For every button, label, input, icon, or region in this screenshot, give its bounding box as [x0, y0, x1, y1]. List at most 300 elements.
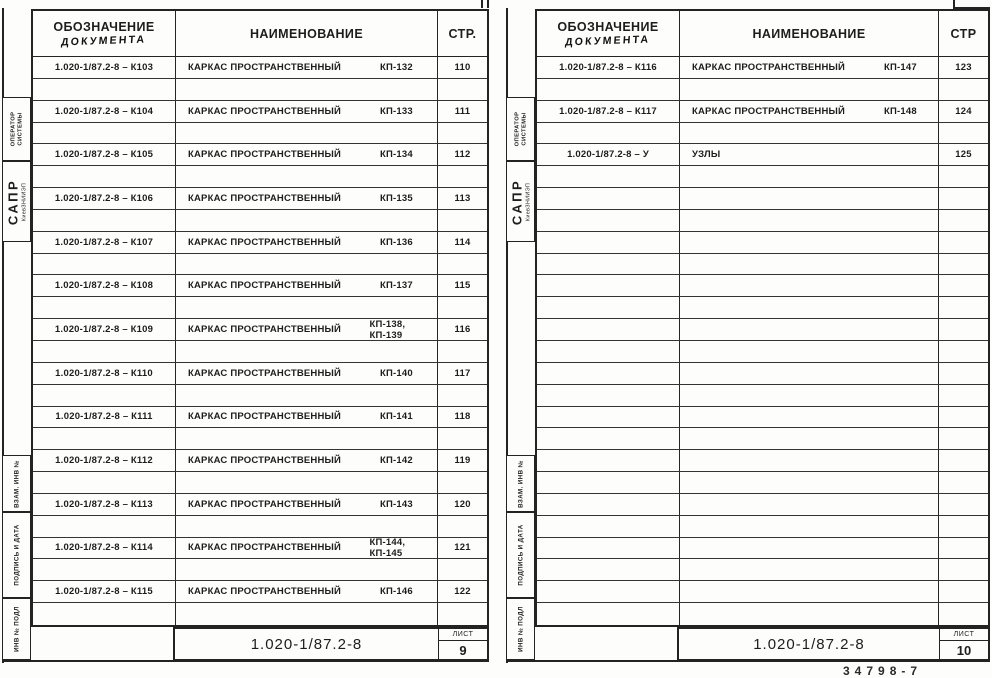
- table-row-blank: [537, 538, 988, 560]
- sidebar-box-vzam-inv: [2, 455, 31, 512]
- cell-page: 115: [454, 280, 471, 292]
- table-row-blank: [33, 603, 487, 625]
- header-designation-label: ОБОЗНАЧЕНИЕ: [53, 20, 155, 34]
- cell-page: [438, 472, 487, 493]
- detail-text: КП-132: [380, 61, 413, 73]
- name-text: КАРКАС ПРОСТРАНСТВЕННЫЙ: [188, 455, 342, 467]
- cell-designation: [33, 123, 176, 144]
- cell-designation: [537, 450, 680, 471]
- cell-designation: 1.020-1/87.2-8 – К109: [33, 319, 176, 340]
- cell-name: [176, 472, 438, 493]
- cell-name: [176, 603, 438, 625]
- cell-page: [939, 538, 988, 559]
- table-row: [33, 494, 487, 516]
- cell-page: [939, 341, 988, 362]
- cell-designation: 1.020-1/87.2-8 – К113: [33, 494, 176, 515]
- table-row-blank: [537, 297, 988, 319]
- name-text: КАРКАС ПРОСТРАНСТВЕННЫЙ: [188, 411, 342, 423]
- table-row-blank: [33, 341, 487, 363]
- name-text: КАРКАС ПРОСТРАНСТВЕННЫЙ: [188, 280, 342, 292]
- cell-page: 113: [454, 192, 471, 204]
- cell-page: [438, 428, 487, 449]
- sheet-number: 9: [459, 642, 467, 658]
- cell-page: [438, 385, 487, 406]
- table-row: [33, 450, 487, 472]
- header-designation: [33, 11, 176, 56]
- cell-designation: [33, 603, 176, 625]
- cell-page: [939, 210, 988, 231]
- cell-page: [939, 254, 988, 275]
- cell-page: [939, 166, 988, 187]
- sidebar-inv-label: ИНВ № ПОДЛ: [516, 606, 524, 652]
- cell-name: [680, 450, 939, 471]
- table-row-blank: [33, 472, 487, 494]
- cell-designation: 1.020-1/87.2-8 – К114: [33, 538, 176, 559]
- table-row: [33, 581, 487, 603]
- cell-page: [939, 232, 988, 253]
- cell-designation: 1.020-1/87.2-8 – К111: [33, 407, 176, 428]
- cell-page: 111: [454, 105, 471, 117]
- table-row: [33, 275, 487, 297]
- header-name: [680, 11, 939, 56]
- fold-mark: [481, 0, 483, 8]
- table-header-row: [537, 11, 988, 57]
- cell-designation: [537, 472, 680, 493]
- header-designation: [537, 11, 680, 56]
- cell-name: [176, 450, 438, 471]
- cell-designation: [537, 254, 680, 275]
- cell-name: [680, 210, 939, 231]
- sidebar-sapr-label: САПР: [508, 178, 524, 225]
- title-block-code: 1.020-1/87.2-8: [753, 635, 865, 653]
- table-row-blank: [33, 516, 487, 538]
- cell-name: [680, 363, 939, 384]
- cell-designation: [537, 297, 680, 318]
- cell-page: [939, 79, 988, 100]
- sidebar-vzam-label: ВЗАМ. ИНВ №: [516, 459, 524, 508]
- cell-designation: [537, 494, 680, 515]
- cell-designation: [537, 123, 680, 144]
- cell-page: [939, 581, 988, 602]
- cell-name: [680, 254, 939, 275]
- cell-designation: 1.020-1/87.2-8 – К106: [33, 188, 176, 209]
- cell-name: [176, 319, 438, 340]
- cell-name: [680, 297, 939, 318]
- cell-page: 116: [454, 324, 471, 336]
- page-frame-bottom: [506, 660, 990, 662]
- cell-designation: [537, 341, 680, 362]
- table-header-row: [33, 11, 487, 57]
- cell-page: 120: [454, 498, 471, 510]
- cell-designation: 1.020-1/87.2-8 – У: [537, 144, 680, 165]
- table-row-blank: [33, 385, 487, 407]
- cell-page: [438, 603, 487, 625]
- header-page-label: СТР: [950, 26, 977, 41]
- detail-text: КП-134: [380, 149, 413, 161]
- cell-designation: 1.020-1/87.2-8 – К107: [33, 232, 176, 253]
- detail-text: КП-133: [380, 105, 413, 117]
- sidebar-operator-line1: ОПЕРАТОР: [513, 111, 520, 147]
- cell-page: 124: [955, 105, 972, 117]
- cell-name: [176, 581, 438, 602]
- sidebar-box-inv-podl: [506, 598, 535, 660]
- cell-page: 118: [454, 411, 471, 423]
- table-row-blank: [537, 428, 988, 450]
- cell-name: [176, 538, 438, 559]
- name-text: КАРКАС ПРОСТРАНСТВЕННЫЙ: [188, 324, 342, 336]
- cell-designation: 1.020-1/87.2-8 – К103: [33, 57, 176, 78]
- cell-page: [939, 516, 988, 537]
- cell-page: [939, 559, 988, 580]
- fold-mark: [487, 0, 489, 8]
- sidebar-box-sapr: [2, 161, 31, 242]
- table-row-blank: [537, 254, 988, 276]
- table-row-blank: [537, 407, 988, 429]
- table-row: [33, 188, 487, 210]
- sidebar-vzam-label: ВЗАМ. ИНВ №: [12, 459, 20, 508]
- cell-page: 110: [454, 61, 471, 73]
- table-row-blank: [33, 428, 487, 450]
- cell-name: [176, 232, 438, 253]
- header-page: [438, 11, 487, 56]
- cell-page: [939, 275, 988, 296]
- table-row: [33, 144, 487, 166]
- document-page-9: [2, 0, 489, 673]
- table-row-blank: [537, 559, 988, 581]
- table-row-blank: [537, 232, 988, 254]
- header-name-label: НАИМЕНОВАНИЕ: [752, 26, 866, 41]
- cell-page: [438, 297, 487, 318]
- table-row-blank: [33, 79, 487, 101]
- table-row-blank: [33, 210, 487, 232]
- corner-stamp-box: [953, 0, 990, 9]
- table-row-blank: [537, 494, 988, 516]
- cell-designation: 1.020-1/87.2-8 – К108: [33, 275, 176, 296]
- cell-name: [680, 472, 939, 493]
- name-text: КАРКАС ПРОСТРАНСТВЕННЫЙ: [188, 367, 342, 379]
- cell-name: [680, 341, 939, 362]
- table-row-blank: [537, 603, 988, 625]
- detail-text: КП-140: [380, 367, 413, 379]
- name-text: КАРКАС ПРОСТРАНСТВЕННЫЙ: [188, 236, 342, 248]
- cell-name: [176, 166, 438, 187]
- table-body: [537, 57, 988, 625]
- name-text: КАРКАС ПРОСТРАНСТВЕННЫЙ: [692, 61, 846, 73]
- cell-name: [176, 363, 438, 384]
- print-order-stamp: 34798-7: [843, 664, 923, 678]
- header-name: [176, 11, 438, 56]
- cell-page: [939, 494, 988, 515]
- cell-name: [680, 319, 939, 340]
- detail-text: КП-148: [884, 105, 917, 117]
- detail-text: КП-142: [380, 455, 413, 467]
- cell-designation: [537, 188, 680, 209]
- name-text: КАРКАС ПРОСТРАНСТВЕННЫЙ: [188, 498, 342, 510]
- name-text: КАРКАС ПРОСТРАНСТВЕННЫЙ: [188, 149, 342, 161]
- cell-designation: [33, 341, 176, 362]
- sidebar-box-operator: [506, 97, 535, 161]
- cell-designation: [537, 428, 680, 449]
- table-row-blank: [537, 79, 988, 101]
- title-block-sheet-cell: [939, 629, 988, 659]
- name-text: КАРКАС ПРОСТРАНСТВЕННЫЙ: [188, 192, 342, 204]
- table-row-blank: [537, 385, 988, 407]
- cell-designation: [537, 363, 680, 384]
- cell-name: [176, 275, 438, 296]
- cell-designation: [537, 166, 680, 187]
- cell-page: 119: [454, 455, 471, 467]
- cell-designation: 1.020-1/87.2-8 – К115: [33, 581, 176, 602]
- table-row-blank: [537, 188, 988, 210]
- cell-name: [176, 101, 438, 122]
- cell-name: [176, 188, 438, 209]
- cell-name: [176, 123, 438, 144]
- cell-designation: [537, 275, 680, 296]
- cell-designation: [537, 538, 680, 559]
- cell-designation: [537, 79, 680, 100]
- cell-designation: 1.020-1/87.2-8 – К105: [33, 144, 176, 165]
- table-row-blank: [537, 123, 988, 145]
- table-row-blank: [33, 559, 487, 581]
- header-designation-label: ОБОЗНАЧЕНИЕ: [557, 20, 659, 34]
- table-row-blank: [537, 472, 988, 494]
- cell-page: 125: [955, 149, 972, 161]
- cell-page: [438, 210, 487, 231]
- detail-text: КП-147: [884, 61, 917, 73]
- cell-page: [438, 123, 487, 144]
- detail-text: КП-137: [380, 280, 413, 292]
- table-row: [537, 144, 988, 166]
- cell-page: [939, 319, 988, 340]
- cell-page: [438, 559, 487, 580]
- sidebar-operator-line2: СИСТЕМЫ: [16, 112, 23, 146]
- cell-designation: [537, 603, 680, 625]
- cell-page: 121: [454, 542, 471, 554]
- cell-designation: [537, 516, 680, 537]
- cell-name: [680, 385, 939, 406]
- cell-name: [680, 232, 939, 253]
- detail-text: КП-136: [380, 236, 413, 248]
- cell-page: [939, 450, 988, 471]
- cell-designation: [33, 254, 176, 275]
- sidebar-org-label: КиевЗНИИЭП: [20, 182, 27, 221]
- cell-name: [680, 166, 939, 187]
- name-text: КАРКАС ПРОСТРАНСТВЕННЫЙ: [188, 105, 342, 117]
- sidebar-inv-label: ИНВ № ПОДЛ: [12, 606, 20, 652]
- cell-page: [939, 297, 988, 318]
- table-row-blank: [537, 275, 988, 297]
- cell-designation: [537, 232, 680, 253]
- contents-table: [31, 9, 489, 627]
- sidebar-box-podpis-data: [2, 512, 31, 598]
- cell-name: [176, 144, 438, 165]
- title-block: [677, 627, 990, 661]
- cell-designation: [33, 385, 176, 406]
- cell-page: 123: [955, 61, 972, 73]
- cell-name: [680, 123, 939, 144]
- cell-name: [176, 516, 438, 537]
- cell-designation: [537, 210, 680, 231]
- table-row: [33, 363, 487, 385]
- sidebar-box-sapr: [506, 161, 535, 242]
- cell-name: [680, 144, 939, 165]
- cell-name: [176, 297, 438, 318]
- sidebar-box-podpis-data: [506, 512, 535, 598]
- cell-page: [438, 341, 487, 362]
- cell-designation: [33, 210, 176, 231]
- cell-designation: [33, 516, 176, 537]
- name-text: КАРКАС ПРОСТРАНСТВЕННЫЙ: [188, 586, 342, 598]
- sheet-number: 10: [956, 642, 972, 658]
- table-row-blank: [33, 166, 487, 188]
- cell-name: [680, 581, 939, 602]
- cell-name: [680, 516, 939, 537]
- cell-name: [680, 275, 939, 296]
- table-row-blank: [537, 166, 988, 188]
- cell-name: [680, 188, 939, 209]
- cell-designation: 1.020-1/87.2-8 – К104: [33, 101, 176, 122]
- cell-name: [680, 603, 939, 625]
- table-row-blank: [33, 123, 487, 145]
- cell-designation: [33, 559, 176, 580]
- cell-page: [438, 516, 487, 537]
- cell-page: [438, 79, 487, 100]
- cell-page: [438, 254, 487, 275]
- cell-designation: [537, 385, 680, 406]
- cell-designation: [537, 319, 680, 340]
- cell-designation: [33, 166, 176, 187]
- sidebar-podpis-label: ПОДПИСЬ И ДАТА: [516, 524, 524, 586]
- name-text: КАРКАС ПРОСТРАНСТВЕННЫЙ: [188, 542, 342, 554]
- cell-name: [176, 79, 438, 100]
- cell-name: [176, 428, 438, 449]
- cell-designation: 1.020-1/87.2-8 – К117: [537, 101, 680, 122]
- table-body: [33, 57, 487, 625]
- detail-text: КП-143: [380, 498, 413, 510]
- cell-name: [176, 341, 438, 362]
- table-row: [33, 538, 487, 560]
- cell-name: [680, 428, 939, 449]
- table-row: [33, 319, 487, 341]
- cell-name: [680, 407, 939, 428]
- cell-designation: [33, 428, 176, 449]
- header-page: [939, 11, 988, 56]
- table-row: [33, 101, 487, 123]
- sidebar-podpis-label: ПОДПИСЬ И ДАТА: [12, 524, 20, 586]
- table-row: [33, 407, 487, 429]
- table-row-blank: [33, 254, 487, 276]
- cell-page: [939, 385, 988, 406]
- table-row-blank: [537, 450, 988, 472]
- cell-name: [176, 385, 438, 406]
- cell-name: [176, 494, 438, 515]
- cell-name: [680, 57, 939, 78]
- cell-page: 114: [454, 236, 471, 248]
- sidebar-box-inv-podl: [2, 598, 31, 660]
- table-row-blank: [33, 297, 487, 319]
- sheet-label: ЛИСТ: [439, 629, 487, 641]
- sidebar-org-label: КиевЗНИИЭП: [524, 182, 531, 221]
- cell-name: [680, 559, 939, 580]
- cell-name: [680, 538, 939, 559]
- cell-designation: 1.020-1/87.2-8 – К112: [33, 450, 176, 471]
- cell-designation: 1.020-1/87.2-8 – К110: [33, 363, 176, 384]
- sidebar-operator-line2: СИСТЕМЫ: [520, 112, 527, 146]
- sidebar-box-vzam-inv: [506, 455, 535, 512]
- header-name-label: НАИМЕНОВАНИЕ: [249, 26, 364, 41]
- detail-text: КП-141: [380, 411, 413, 423]
- table-row-blank: [537, 319, 988, 341]
- cell-page: 117: [454, 367, 471, 379]
- sidebar-operator-line1: ОПЕРАТОР: [9, 111, 16, 147]
- title-block: [173, 627, 489, 661]
- table-row-blank: [537, 363, 988, 385]
- table-row-blank: [537, 210, 988, 232]
- cell-name: [680, 101, 939, 122]
- cell-designation: 1.020-1/87.2-8 – К116: [537, 57, 680, 78]
- cell-name: [176, 210, 438, 231]
- detail-text: КП-144, КП-145: [369, 536, 406, 559]
- cell-designation: [33, 297, 176, 318]
- sheet-label: ЛИСТ: [940, 629, 988, 641]
- cell-page: [939, 472, 988, 493]
- header-page-label: СТР.: [448, 26, 477, 41]
- cell-page: [939, 188, 988, 209]
- cell-page: 122: [454, 586, 471, 598]
- document-page-10: [506, 0, 990, 673]
- table-row: [537, 101, 988, 123]
- table-row-blank: [537, 516, 988, 538]
- sidebar-box-operator: [2, 97, 31, 161]
- cell-designation: [537, 407, 680, 428]
- cell-name: [176, 407, 438, 428]
- cell-designation: [537, 581, 680, 602]
- contents-table: [535, 9, 990, 627]
- cell-page: [939, 123, 988, 144]
- cell-page: [939, 428, 988, 449]
- cell-page: [438, 166, 487, 187]
- header-designation-handwritten: ДОКУМЕНТА: [564, 33, 652, 49]
- table-row: [33, 232, 487, 254]
- cell-page: 112: [454, 149, 471, 161]
- cell-name: [176, 254, 438, 275]
- header-designation-handwritten: ДОКУМЕНТА: [60, 33, 148, 49]
- title-block-code: 1.020-1/87.2-8: [250, 635, 363, 653]
- cell-name: [176, 57, 438, 78]
- table-row-blank: [537, 581, 988, 603]
- cell-page: [939, 407, 988, 428]
- detail-text: КП-146: [380, 586, 413, 598]
- detail-text: КП-135: [380, 192, 413, 204]
- table-row: [33, 57, 487, 79]
- cell-designation: [33, 79, 176, 100]
- cell-name: [176, 559, 438, 580]
- cell-name: [680, 79, 939, 100]
- cell-page: [939, 363, 988, 384]
- cell-designation: [33, 472, 176, 493]
- detail-text: КП-138, КП-139: [369, 318, 406, 341]
- page-frame-bottom: [2, 660, 489, 662]
- name-text: КАРКАС ПРОСТРАНСТВЕННЫЙ: [188, 61, 342, 73]
- title-block-sheet-cell: [438, 629, 487, 659]
- table-row-blank: [537, 341, 988, 363]
- name-text: УЗЛЫ: [692, 149, 721, 161]
- cell-page: [939, 603, 988, 625]
- name-text: КАРКАС ПРОСТРАНСТВЕННЫЙ: [692, 105, 846, 117]
- table-row: [537, 57, 988, 79]
- cell-designation: [537, 559, 680, 580]
- sidebar-sapr-label: САПР: [4, 178, 20, 225]
